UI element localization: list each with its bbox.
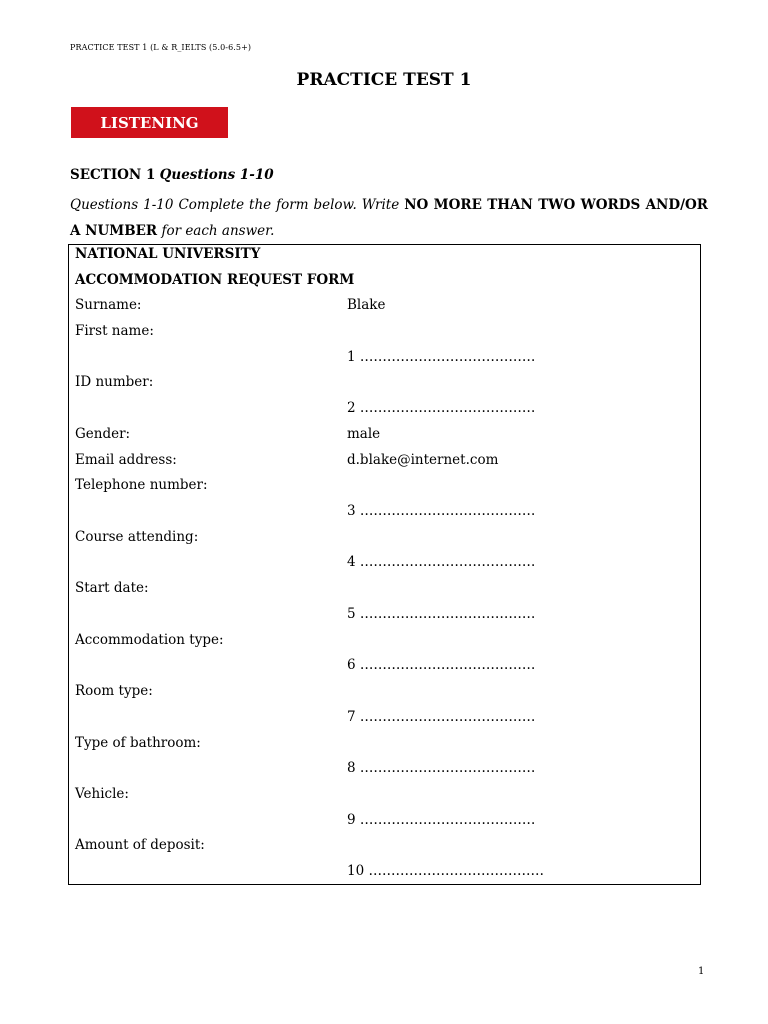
- instructions-part2: for each answer.: [157, 223, 275, 239]
- field-label-id-number: ID number:: [75, 374, 154, 390]
- instructions: [70, 192, 708, 244]
- field-value-gender: male: [347, 426, 381, 442]
- field-label-first-name: First name:: [75, 323, 154, 339]
- field-label-deposit: Amount of deposit:: [75, 837, 205, 853]
- instructions-emphasis: NO MORE THAN TWO WORDS AND/OR A NUMBER: [70, 197, 709, 239]
- answer-blank-1: 1 …………………………………: [347, 349, 536, 365]
- running-header: PRACTICE TEST 1 (L & R_IELTS (5.0-6.5+): [70, 43, 252, 52]
- field-label-accommodation-type: Accommodation type:: [75, 632, 224, 648]
- form-heading-title: ACCOMMODATION REQUEST FORM: [75, 272, 355, 288]
- field-label-room-type: Room type:: [75, 683, 153, 699]
- listening-banner: LISTENING: [71, 107, 228, 138]
- page-number: 1: [698, 966, 705, 977]
- field-label-telephone: Telephone number:: [75, 477, 208, 493]
- answer-blank-2: 2 …………………………………: [347, 400, 536, 416]
- answer-blank-6: 6 …………………………………: [347, 657, 536, 673]
- field-label-surname: Surname:: [75, 297, 142, 313]
- answer-blank-7: 7 …………………………………: [347, 709, 536, 725]
- field-label-gender: Gender:: [75, 426, 131, 442]
- section-heading: [70, 167, 274, 183]
- answer-blank-3: 3 …………………………………: [347, 503, 536, 519]
- answer-blank-8: 8 …………………………………: [347, 760, 536, 776]
- form-heading-university: NATIONAL UNIVERSITY: [75, 246, 261, 262]
- section-label: SECTION 1: [70, 167, 156, 183]
- accommodation-form: [68, 244, 701, 885]
- field-label-start-date: Start date:: [75, 580, 149, 596]
- instructions-part1: Questions 1-10 Complete the form below. Write: [70, 197, 405, 213]
- field-value-email: d.blake@internet.com: [347, 452, 499, 468]
- field-label-vehicle: Vehicle:: [75, 786, 129, 802]
- answer-blank-10: 10 …………………………………: [347, 863, 544, 879]
- field-label-course: Course attending:: [75, 529, 199, 545]
- field-label-bathroom: Type of bathroom:: [75, 735, 201, 751]
- section-questions: Questions 1-10: [159, 167, 274, 183]
- answer-blank-5: 5 …………………………………: [347, 606, 536, 622]
- answer-blank-4: 4 …………………………………: [347, 554, 536, 570]
- answer-blank-9: 9 …………………………………: [347, 812, 536, 828]
- field-label-email: Email address:: [75, 452, 177, 468]
- field-value-surname: Blake: [347, 297, 386, 313]
- page-title: PRACTICE TEST 1: [296, 70, 472, 90]
